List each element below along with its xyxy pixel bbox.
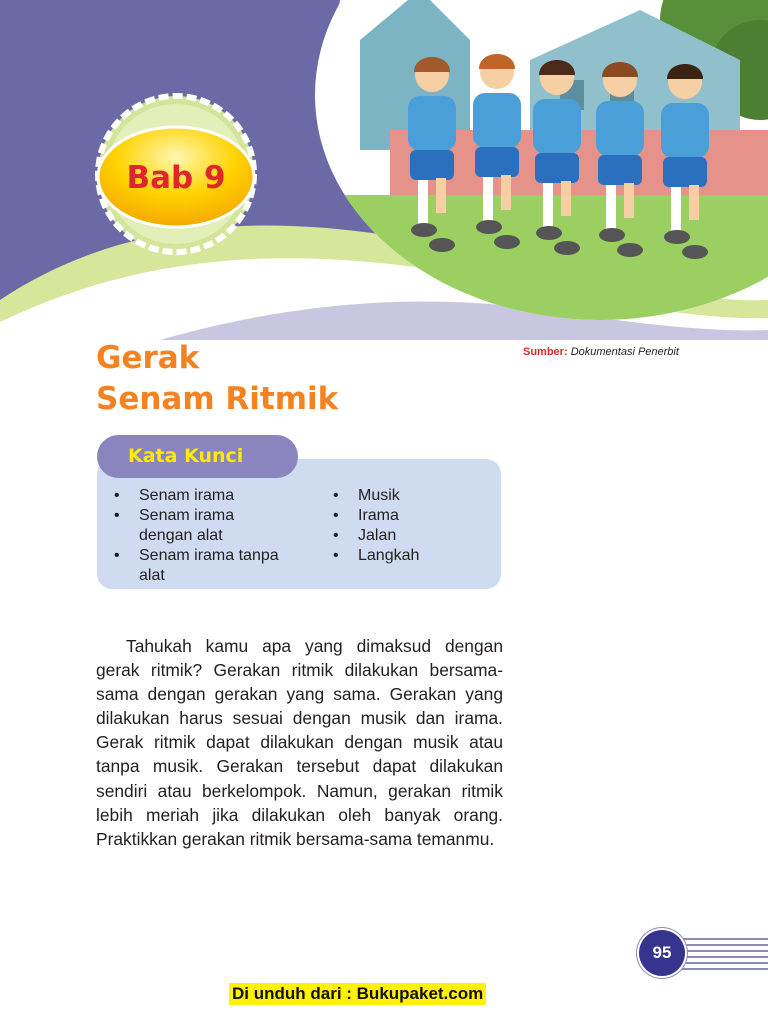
intro-paragraph: Tahukah kamu apa yang dimaksud dengan gerak ritmik? Gerakan ritmik dilakukan bersama-sama dengan gerakan yang sama. Gerakan yang dilakukan harus sesuai dengan musik dan irama. Gerak ritmik dapat dilakukan dengan musik atau tanpa musik. Gerakan tersebut dapat dilakukan sendiri atau berkelompok. Namun, gerakan ritmik lebih meriah jika dilakukan oleh banyak orang. Praktikkan gerakan ritmik bersama-sama temanmu.	[96, 636, 503, 849]
image-credit	[523, 346, 679, 358]
keyword-list-right	[333, 486, 483, 566]
chapter-title-line2: Senam Ritmik	[96, 381, 339, 417]
download-source-note: Di unduh dari : Bukupaket.com	[229, 983, 486, 1005]
keyword-item: • Senam irama	[114, 486, 284, 506]
page-number: 95	[639, 930, 685, 976]
keyword-item: • Irama	[333, 506, 483, 526]
keyword-item: • Langkah	[333, 546, 483, 566]
image-credit-label: Sumber:	[523, 346, 568, 358]
chapter-badge-label: Bab 9	[126, 160, 226, 196]
chapter-title	[96, 338, 338, 420]
keyword-item: • Senam irama dengan alat	[114, 506, 284, 546]
image-credit-value: Dokumentasi Penerbit	[570, 346, 679, 358]
keyword-item: • Senam irama tanpa alat	[114, 546, 284, 586]
keyword-item: • Jalan	[333, 526, 483, 546]
keyword-item: • Musik	[333, 486, 483, 506]
chapter-badge	[98, 96, 254, 252]
keyword-list-left	[114, 486, 284, 586]
keyword-heading: Kata Kunci	[97, 435, 298, 478]
chapter-header-illustration	[0, 0, 768, 340]
chapter-title-line1: Gerak	[96, 340, 200, 376]
